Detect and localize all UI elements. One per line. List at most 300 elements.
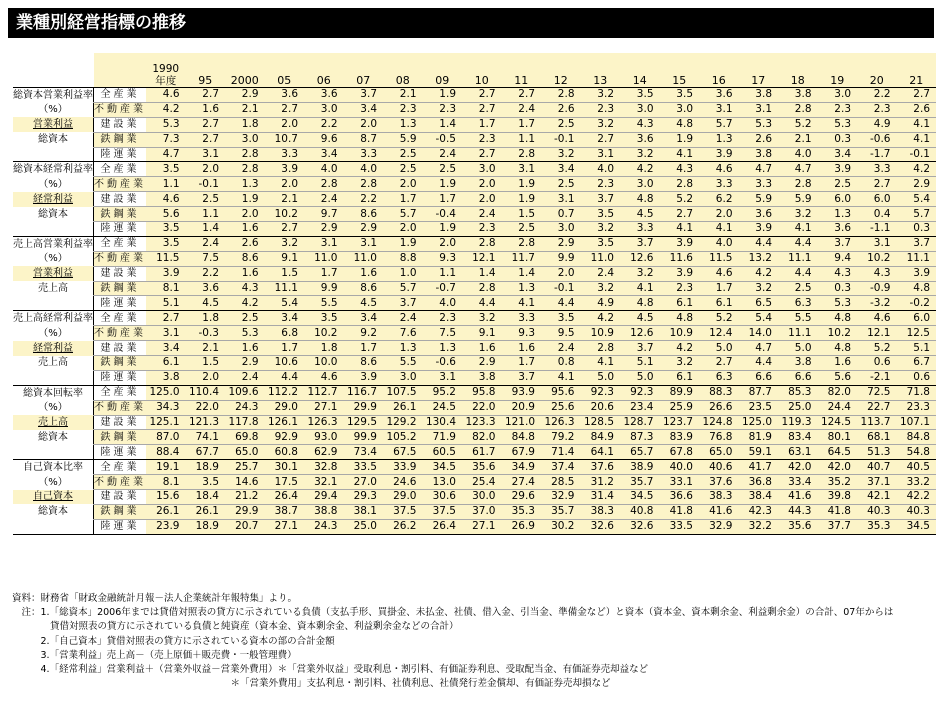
table-row: [13, 102, 936, 117]
value-cell: 35.3: [857, 519, 897, 534]
value-cell: 8.8: [383, 251, 423, 266]
value-cell: 83.4: [778, 430, 818, 445]
year-header: 10: [462, 53, 502, 88]
industry-label: 建設業: [94, 341, 147, 356]
metric-label-text: 経常利益: [33, 193, 73, 205]
value-cell: 3.4: [344, 311, 384, 326]
value-cell: 2.7: [699, 356, 739, 371]
value-cell: 35.2: [818, 475, 858, 490]
value-cell: 3.2: [581, 222, 621, 237]
value-cell: 24.4: [818, 400, 858, 415]
value-cell: 2.9: [462, 356, 502, 371]
value-cell: 109.6: [225, 385, 265, 400]
value-cell: 2.7: [660, 207, 700, 222]
value-cell: 51.3: [857, 445, 897, 460]
value-cell: 84.8: [897, 430, 937, 445]
table-row: [13, 281, 936, 296]
value-cell: 1.7: [699, 281, 739, 296]
value-cell: 2.9: [225, 356, 265, 371]
value-cell: 11.7: [502, 251, 542, 266]
value-cell: 4.8: [818, 311, 858, 326]
value-cell: 2.8: [502, 147, 542, 162]
value-cell: 8.6: [344, 207, 384, 222]
value-cell: 128.5: [581, 415, 621, 430]
value-cell: 31.2: [581, 475, 621, 490]
value-cell: 2.4: [304, 192, 344, 207]
value-cell: 4.4: [265, 370, 305, 385]
value-cell: 119.3: [778, 415, 818, 430]
value-cell: 28.5: [541, 475, 581, 490]
value-cell: 9.9: [541, 251, 581, 266]
value-cell: 107.5: [383, 385, 423, 400]
value-cell: 3.5: [541, 311, 581, 326]
value-cell: 89.9: [660, 385, 700, 400]
value-cell: 2.0: [462, 192, 502, 207]
value-cell: 2.2: [857, 88, 897, 103]
value-cell: 5.2: [778, 117, 818, 132]
value-cell: 9.3: [502, 326, 542, 341]
value-cell: 3.5: [304, 311, 344, 326]
value-cell: 4.4: [541, 296, 581, 311]
value-cell: 2.8: [304, 177, 344, 192]
value-cell: 11.0: [344, 251, 384, 266]
value-cell: 3.4: [304, 147, 344, 162]
value-cell: 40.5: [897, 460, 937, 475]
value-cell: 3.7: [344, 88, 384, 103]
value-cell: 26.1: [146, 504, 186, 519]
value-cell: 129.5: [344, 415, 384, 430]
value-cell: 9.6: [304, 132, 344, 147]
metric-label-text: 総資本: [38, 431, 68, 443]
value-cell: 4.2: [739, 266, 779, 281]
year-header: 11: [502, 53, 542, 88]
value-cell: 7.5: [186, 251, 226, 266]
value-cell: 4.4: [739, 356, 779, 371]
value-cell: 6.0: [857, 192, 897, 207]
value-cell: 23.4: [620, 400, 660, 415]
table-row: [13, 162, 936, 177]
table-row: [13, 504, 936, 519]
value-cell: 3.2: [265, 236, 305, 251]
industry-label: 鉄鋼業: [94, 132, 147, 147]
value-cell: 4.8: [897, 281, 937, 296]
value-cell: 4.1: [660, 222, 700, 237]
value-cell: 88.3: [699, 385, 739, 400]
value-cell: 4.1: [699, 222, 739, 237]
value-cell: 34.3: [146, 400, 186, 415]
value-cell: 36.6: [660, 490, 700, 505]
table-row: [13, 430, 936, 445]
value-cell: 2.0: [383, 177, 423, 192]
value-cell: 6.1: [660, 370, 700, 385]
industry-label: 全産業: [94, 460, 147, 475]
metric-label: [13, 460, 94, 475]
table-row: [13, 400, 936, 415]
value-cell: 67.8: [660, 445, 700, 460]
value-cell: 64.5: [818, 445, 858, 460]
table-row: [13, 475, 936, 490]
value-cell: 1.7: [502, 117, 542, 132]
table-row: [13, 445, 936, 460]
value-cell: 4.0: [304, 162, 344, 177]
value-cell: 5.5: [383, 356, 423, 371]
value-cell: 3.9: [344, 370, 384, 385]
value-cell: 2.8: [462, 281, 502, 296]
value-cell: 4.4: [462, 296, 502, 311]
value-cell: 4.2: [225, 296, 265, 311]
value-cell: 4.6: [304, 370, 344, 385]
industry-label: 鉄鋼業: [94, 504, 147, 519]
value-cell: 4.2: [620, 162, 660, 177]
value-cell: 2.0: [265, 177, 305, 192]
value-cell: 65.0: [699, 445, 739, 460]
value-cell: -0.1: [186, 177, 226, 192]
metric-label-text: 営業利益: [33, 268, 73, 280]
value-cell: 1.8: [186, 311, 226, 326]
value-cell: 7.5: [423, 326, 463, 341]
value-cell: 130.4: [423, 415, 463, 430]
industry-label: 建設業: [94, 490, 147, 505]
value-cell: 14.6: [225, 475, 265, 490]
value-cell: 6.0: [818, 192, 858, 207]
value-cell: 0.6: [857, 356, 897, 371]
metric-label-text: 売上高: [38, 283, 68, 295]
value-cell: -0.7: [423, 281, 463, 296]
value-cell: 2.8: [502, 236, 542, 251]
table-row: [13, 415, 936, 430]
value-cell: 12.1: [462, 251, 502, 266]
value-cell: 25.7: [225, 460, 265, 475]
value-cell: 9.9: [304, 281, 344, 296]
value-cell: 2.0: [344, 117, 384, 132]
indicator-table: [13, 53, 936, 535]
indicator-table-container: [13, 53, 936, 535]
metric-label-text: （%）: [38, 178, 68, 190]
value-cell: 62.9: [304, 445, 344, 460]
value-cell: 60.8: [265, 445, 305, 460]
value-cell: 1.7: [304, 266, 344, 281]
value-cell: 1.9: [423, 222, 463, 237]
value-cell: 3.7: [502, 370, 542, 385]
value-cell: 3.4: [541, 162, 581, 177]
value-cell: 2.2: [186, 266, 226, 281]
value-cell: 5.3: [225, 326, 265, 341]
value-cell: 4.1: [660, 147, 700, 162]
value-cell: 125.0: [739, 415, 779, 430]
value-cell: 6.0: [897, 311, 937, 326]
value-cell: 5.2: [857, 341, 897, 356]
value-cell: -0.6: [423, 356, 463, 371]
metric-label: [13, 370, 94, 385]
footnote-line: 4.「経常利益」営業利益＋（営業外収益－営業外費用）＊「営業外収益」受取利息・割引料、有価証券利息、受取配当金、有価証券売却益など: [12, 664, 649, 676]
value-cell: 4.3: [225, 281, 265, 296]
value-cell: -0.9: [857, 281, 897, 296]
value-cell: 6.3: [699, 370, 739, 385]
value-cell: 65.0: [225, 445, 265, 460]
value-cell: 38.3: [699, 490, 739, 505]
value-cell: 9.3: [423, 251, 463, 266]
value-cell: 26.4: [423, 519, 463, 534]
value-cell: 128.7: [620, 415, 660, 430]
value-cell: 64.1: [581, 445, 621, 460]
value-cell: 37.0: [462, 504, 502, 519]
year-header: 1990 年度: [146, 53, 186, 88]
value-cell: 2.3: [581, 177, 621, 192]
value-cell: 59.1: [739, 445, 779, 460]
value-cell: 2.0: [265, 117, 305, 132]
year-header: 21: [897, 53, 937, 88]
metric-label-text: （%）: [38, 104, 68, 116]
value-cell: 4.1: [620, 281, 660, 296]
metric-label: [13, 326, 94, 341]
metric-label-text: 総資本回転率: [23, 387, 83, 399]
value-cell: 20.6: [581, 400, 621, 415]
value-cell: 1.6: [225, 266, 265, 281]
value-cell: 2.0: [541, 266, 581, 281]
metric-label: [13, 311, 94, 326]
year-header: 2000: [225, 53, 265, 88]
value-cell: 3.5: [581, 236, 621, 251]
value-cell: 10.2: [818, 326, 858, 341]
value-cell: 26.2: [383, 519, 423, 534]
value-cell: 30.0: [462, 490, 502, 505]
value-cell: 3.1: [304, 236, 344, 251]
value-cell: 2.7: [462, 147, 502, 162]
value-cell: 3.5: [186, 475, 226, 490]
value-cell: 24.3: [225, 400, 265, 415]
value-cell: 20.7: [225, 519, 265, 534]
value-cell: 81.9: [739, 430, 779, 445]
value-cell: 7.3: [146, 132, 186, 147]
value-cell: 24.5: [423, 400, 463, 415]
value-cell: 3.0: [462, 162, 502, 177]
value-cell: 3.9: [739, 222, 779, 237]
industry-label: 陸運業: [94, 445, 147, 460]
year-header: 05: [265, 53, 305, 88]
industry-label: 陸運業: [94, 370, 147, 385]
metric-label: [13, 222, 94, 237]
table-row: [13, 147, 936, 162]
value-cell: 121.3: [186, 415, 226, 430]
value-cell: 87.0: [146, 430, 186, 445]
value-cell: 4.9: [581, 296, 621, 311]
value-cell: 2.7: [897, 88, 937, 103]
value-cell: 1.7: [265, 341, 305, 356]
value-cell: 3.2: [620, 266, 660, 281]
value-cell: 3.1: [186, 147, 226, 162]
industry-label: 建設業: [94, 415, 147, 430]
value-cell: 124.5: [818, 415, 858, 430]
value-cell: 11.1: [778, 326, 818, 341]
value-cell: 32.8: [304, 460, 344, 475]
value-cell: 3.2: [620, 147, 660, 162]
value-cell: 126.3: [304, 415, 344, 430]
value-cell: 5.3: [146, 117, 186, 132]
value-cell: 74.1: [186, 430, 226, 445]
value-cell: 3.9: [897, 266, 937, 281]
value-cell: 117.8: [225, 415, 265, 430]
metric-label: [13, 207, 94, 222]
value-cell: 44.3: [778, 504, 818, 519]
value-cell: 3.1: [146, 326, 186, 341]
value-cell: 3.5: [146, 162, 186, 177]
table-row: [13, 326, 936, 341]
value-cell: 4.7: [739, 162, 779, 177]
value-cell: 8.6: [225, 251, 265, 266]
value-cell: 1.1: [186, 207, 226, 222]
value-cell: 3.3: [344, 147, 384, 162]
value-cell: 2.4: [581, 266, 621, 281]
metric-label-text: （%）: [38, 327, 68, 339]
value-cell: 4.2: [581, 311, 621, 326]
value-cell: 67.7: [186, 445, 226, 460]
value-cell: 87.7: [739, 385, 779, 400]
value-cell: 2.8: [462, 236, 502, 251]
metric-label: [13, 385, 94, 400]
footnote-line: ＊「営業外費用」支払利息・割引料、社債利息、社債発行差金償却、有価証券売却損など: [12, 678, 611, 690]
value-cell: 105.2: [383, 430, 423, 445]
value-cell: 27.1: [265, 519, 305, 534]
value-cell: 29.9: [225, 504, 265, 519]
value-cell: 69.8: [225, 430, 265, 445]
year-header: 08: [383, 53, 423, 88]
metric-label-text: 自己資本: [33, 491, 73, 503]
value-cell: 9.7: [304, 207, 344, 222]
value-cell: 2.8: [778, 102, 818, 117]
value-cell: 5.4: [897, 192, 937, 207]
value-cell: 32.1: [304, 475, 344, 490]
value-cell: 4.7: [739, 341, 779, 356]
value-cell: 12.4: [699, 326, 739, 341]
value-cell: 33.9: [383, 460, 423, 475]
table-row: [13, 341, 936, 356]
value-cell: 8.1: [146, 281, 186, 296]
value-cell: 12.5: [897, 326, 937, 341]
value-cell: 2.5: [778, 281, 818, 296]
value-cell: 1.7: [462, 117, 502, 132]
value-cell: 2.5: [502, 222, 542, 237]
industry-label: 陸運業: [94, 222, 147, 237]
value-cell: 124.8: [699, 415, 739, 430]
value-cell: 4.3: [857, 266, 897, 281]
value-cell: 3.5: [146, 236, 186, 251]
value-cell: 3.2: [660, 356, 700, 371]
value-cell: 42.0: [778, 460, 818, 475]
value-cell: 3.8: [146, 370, 186, 385]
value-cell: 41.7: [739, 460, 779, 475]
value-cell: 0.8: [541, 356, 581, 371]
value-cell: 29.0: [383, 490, 423, 505]
value-cell: 1.7: [423, 192, 463, 207]
value-cell: 41.8: [660, 504, 700, 519]
value-cell: 123.3: [462, 415, 502, 430]
value-cell: 40.3: [897, 504, 937, 519]
value-cell: 3.0: [541, 222, 581, 237]
value-cell: 123.7: [660, 415, 700, 430]
metric-label-text: （%）: [38, 402, 68, 414]
value-cell: 4.6: [146, 88, 186, 103]
value-cell: 2.6: [225, 236, 265, 251]
value-cell: 1.9: [423, 177, 463, 192]
value-cell: 84.8: [502, 430, 542, 445]
value-cell: 11.1: [265, 281, 305, 296]
value-cell: 33.1: [660, 475, 700, 490]
value-cell: 92.9: [265, 430, 305, 445]
year-header: 06: [304, 53, 344, 88]
value-cell: 5.0: [620, 370, 660, 385]
industry-label: 不動産業: [94, 327, 146, 339]
value-cell: 1.8: [225, 117, 265, 132]
value-cell: 3.8: [778, 88, 818, 103]
value-cell: 4.8: [818, 341, 858, 356]
value-cell: 4.8: [660, 311, 700, 326]
value-cell: 42.1: [857, 490, 897, 505]
value-cell: 39.8: [818, 490, 858, 505]
value-cell: 92.3: [581, 385, 621, 400]
value-cell: 2.5: [225, 311, 265, 326]
value-cell: 5.2: [699, 311, 739, 326]
value-cell: 2.5: [541, 177, 581, 192]
value-cell: 1.9: [225, 192, 265, 207]
value-cell: 5.6: [818, 370, 858, 385]
value-cell: 1.6: [818, 356, 858, 371]
industry-label: 全産業: [94, 385, 147, 400]
value-cell: 35.6: [778, 519, 818, 534]
value-cell: 4.2: [660, 341, 700, 356]
value-cell: 5.7: [897, 207, 937, 222]
value-cell: 6.6: [739, 370, 779, 385]
value-cell: 25.4: [462, 475, 502, 490]
value-cell: 1.0: [383, 266, 423, 281]
value-cell: 95.8: [462, 385, 502, 400]
value-cell: 3.4: [265, 311, 305, 326]
value-cell: 41.6: [778, 490, 818, 505]
value-cell: 92.3: [620, 385, 660, 400]
value-cell: 1.3: [818, 207, 858, 222]
value-cell: 88.4: [146, 445, 186, 460]
value-cell: 4.3: [660, 162, 700, 177]
value-cell: 2.5: [818, 177, 858, 192]
value-cell: 18.9: [186, 519, 226, 534]
value-cell: 3.0: [620, 102, 660, 117]
value-cell: 125.0: [146, 385, 186, 400]
table-row: [13, 207, 936, 222]
industry-label: 全産業: [94, 162, 147, 177]
value-cell: 1.6: [186, 102, 226, 117]
footnote-line: 資料：財務省「財政金融統計月報－法人企業統計年報特集」より。: [12, 593, 298, 604]
value-cell: 2.4: [423, 147, 463, 162]
value-cell: 4.6: [699, 162, 739, 177]
value-cell: 3.9: [265, 162, 305, 177]
value-cell: 3.1: [502, 162, 542, 177]
value-cell: 2.1: [186, 341, 226, 356]
value-cell: 2.8: [541, 88, 581, 103]
value-cell: 35.7: [620, 475, 660, 490]
value-cell: 23.5: [739, 400, 779, 415]
value-cell: 2.0: [383, 222, 423, 237]
value-cell: 4.4: [778, 236, 818, 251]
value-cell: 11.0: [581, 251, 621, 266]
value-cell: 4.5: [186, 296, 226, 311]
metric-label-text: 総資本: [38, 208, 68, 220]
value-cell: 112.7: [304, 385, 344, 400]
value-cell: 3.2: [581, 88, 621, 103]
value-cell: 12.1: [857, 326, 897, 341]
value-cell: 2.5: [383, 162, 423, 177]
metric-label: [13, 117, 94, 132]
value-cell: 2.7: [581, 132, 621, 147]
table-row: [13, 236, 936, 251]
